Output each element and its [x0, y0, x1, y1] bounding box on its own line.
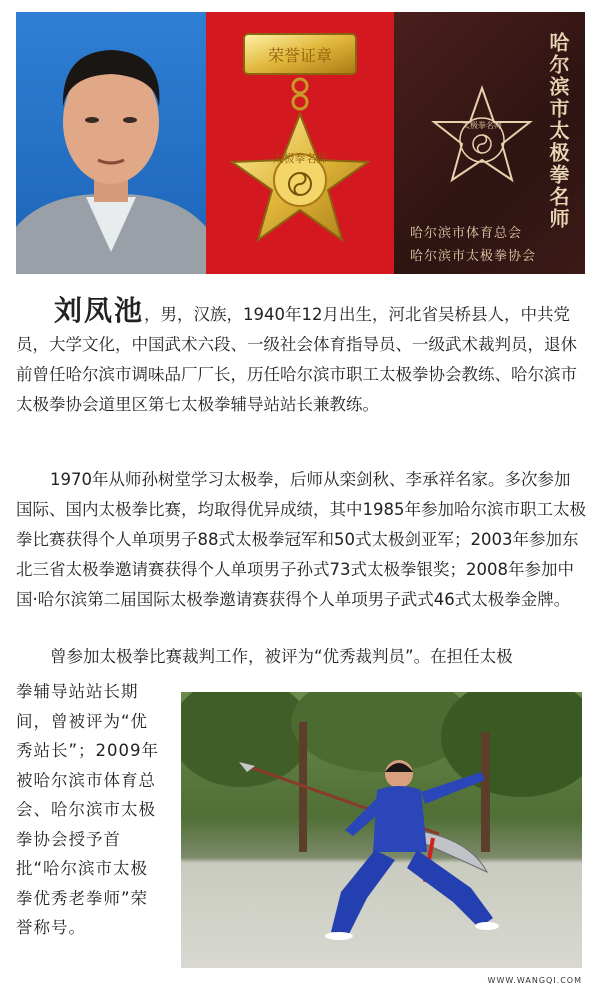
ribbon-text: 荣誉证章	[267, 46, 333, 65]
bio-paragraph-3-first-line: 曾参加太极拳比赛裁判工作，被评为“优秀裁判员”。在担任太极	[50, 647, 513, 666]
plaque-star-emblem	[422, 82, 542, 202]
bio-paragraph-1-text: ，男，汉族，1940年12月出生，河北省吴桥县人，中共党员，大学文化，中国武术六段、一级社会体育指导员、一级武术裁判员，退休前曾任哈尔滨市调味品厂厂长，历任哈尔滨市职工太极拳协会教练、哈尔滨市太极拳协会道里区第七太极拳辅导站站长兼教练。	[16, 305, 577, 414]
portrait-photo	[16, 12, 206, 274]
watermark: WWW.WANGQI.COM	[487, 976, 582, 985]
plaque-org-sports: 哈尔滨市体育总会	[410, 226, 523, 241]
plaque-org-taiji: 哈尔滨市太极拳协会	[410, 249, 537, 264]
bio-paragraph-3-wrapped: 拳辅导站站长期间，曾被评为“优秀站长”；2009年被哈尔滨市体育总会、哈尔滨市太极拳协会授予首批“哈尔滨市太极拳优秀老拳师”荣誉称号。	[16, 682, 160, 937]
bio-paragraph-1	[16, 296, 586, 420]
medal-photo	[206, 12, 394, 274]
bio-paragraph-2: 1970年从师孙树堂学习太极拳，后师从栾剑秋、李承祥名家。多次参加国际、国内太极拳比赛，均取得优异成绩，其中1985年参加哈尔滨市职工太极拳比赛获得个人单项男子88式太极拳冠军和50式太极剑亚军；2003年参加东北三省太极拳邀请赛获得个人单项男子孙式73式太极拳银奖；2008年参加中国·哈尔滨第二届国际太极拳邀请赛获得个人单项男子武式46式太极拳金牌。	[16, 470, 586, 609]
master-title-plaque	[394, 12, 585, 274]
plaque-medallion-text: 太极拳名师	[462, 121, 502, 130]
honor-medal-graphic	[206, 12, 394, 274]
practitioner-with-broadsword-illustration	[181, 692, 582, 968]
person-portrait-illustration	[16, 12, 206, 274]
star-text: 太极拳名师	[272, 152, 328, 165]
person-name: 刘凤池	[54, 294, 145, 327]
taiji-broadsword-photo	[181, 692, 582, 968]
plaque-title: 哈尔滨市太极拳名师	[546, 32, 570, 230]
